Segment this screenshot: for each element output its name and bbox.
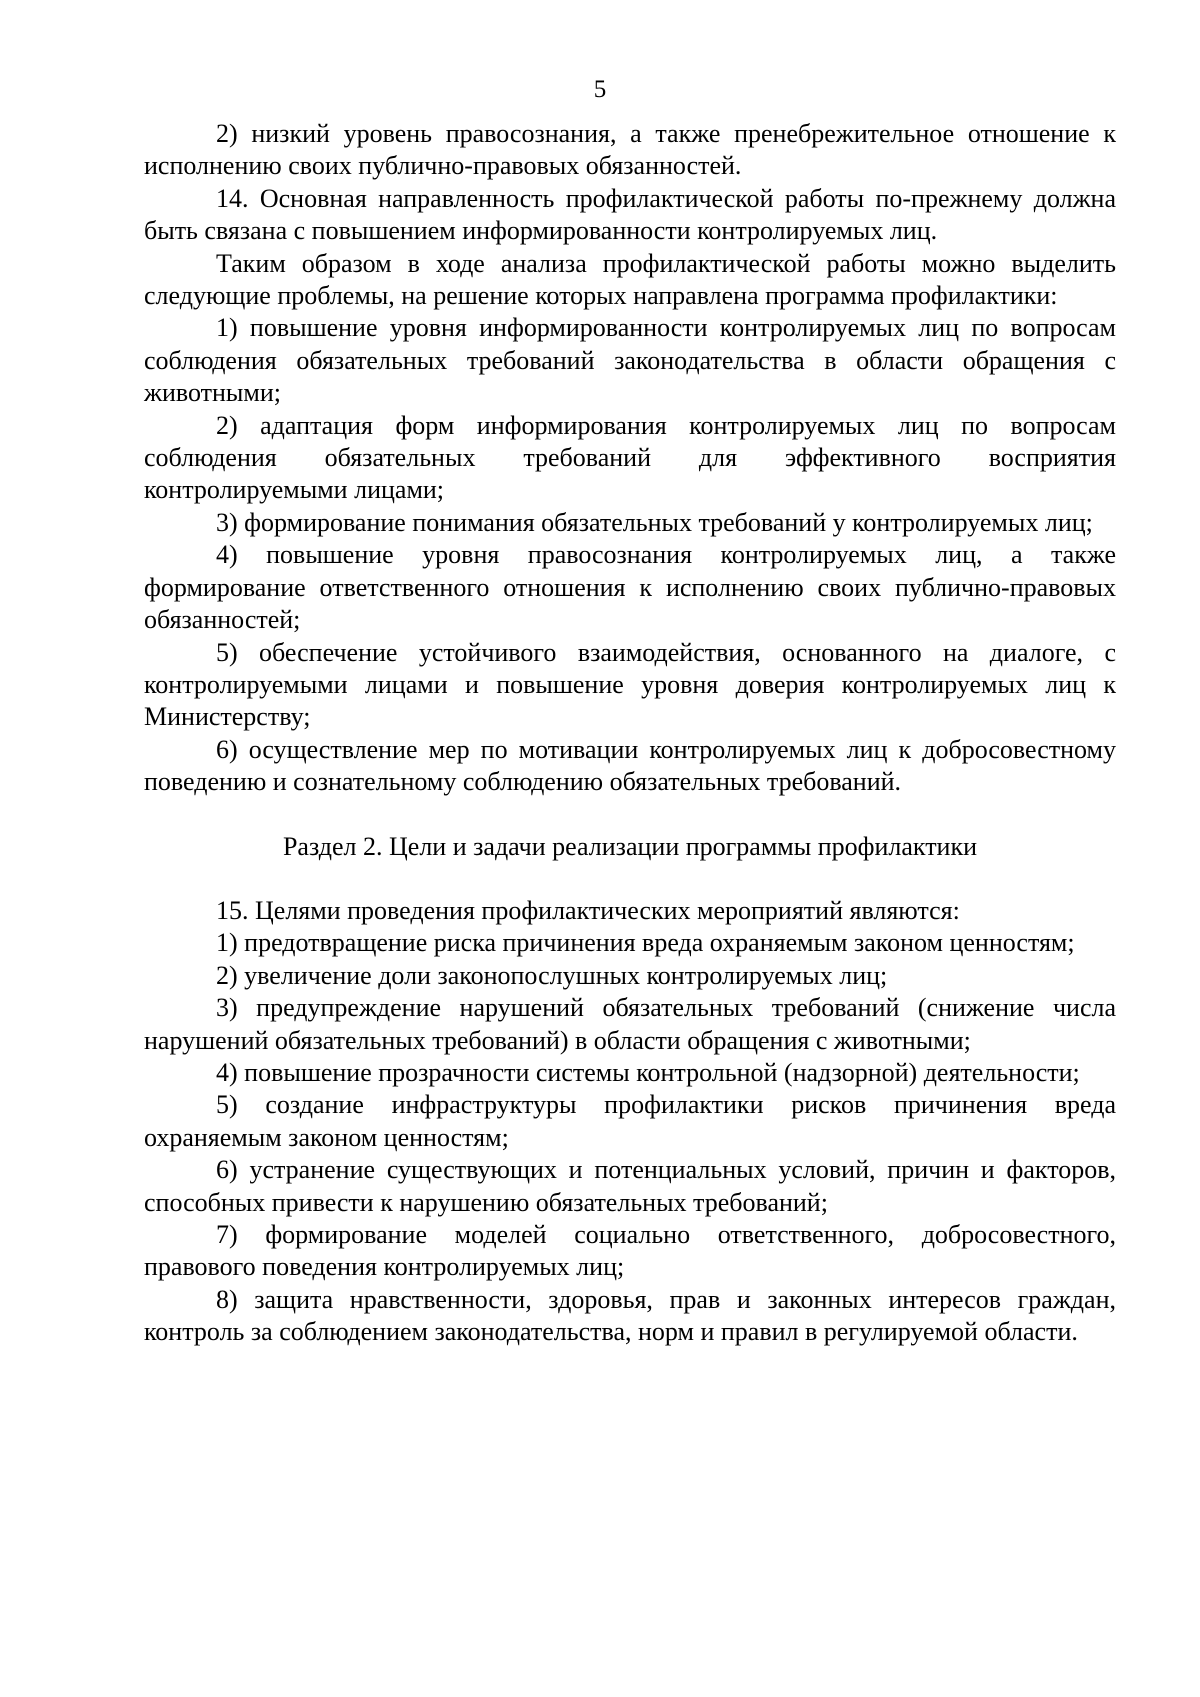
- page-number: 5: [593, 76, 607, 103]
- goal-item-6: 6) устранение существующих и потенциальных условий, причин и факторов, способных привести к нарушению обязательных требований;: [144, 1155, 1116, 1217]
- goal-item-2: 2) увеличение доли законопослушных контролируемых лиц;: [216, 960, 888, 990]
- goal-item-1: 1) предотвращение риска причинения вреда охраняемым законом ценностям;: [216, 928, 1075, 958]
- paragraph-problems-intro: Таким образом в ходе анализа профилактической работы можно выделить следующие проблемы, на решение которых направлена программа профилактики:: [144, 248, 1116, 311]
- problem-item-3: 3) формирование понимания обязательных требований у контролируемых лиц;: [216, 507, 1093, 537]
- paragraph-14-main-direction: 14. Основная направленность профилактической работы по-прежнему должна быть связана с повышением информированности контролируемых лиц.: [144, 183, 1116, 246]
- goal-item-8: 8) защита нравственности, здоровья, прав и законных интересов граждан, контроль за соблюдением законодательства, норм и правил в регулируемой области.: [144, 1284, 1116, 1347]
- problem-item-5: 5) обеспечение устойчивого взаимодействия, основанного на диалоге, с контролируемыми лицами и повышение уровня доверия контролируемых лиц к Министерству;: [144, 637, 1116, 732]
- goal-item-7: 7) формирование моделей социально ответственного, добросовестного, правового поведения контролируемых лиц;: [144, 1220, 1116, 1282]
- goal-item-5: 5) создание инфраструктуры профилактики рисков причинения вреда охраняемым законом ценностям;: [144, 1090, 1116, 1152]
- goal-item-4: 4) повышение прозрачности системы контрольной (надзорной) деятельности;: [216, 1057, 1080, 1087]
- problem-item-1: 1) повышение уровня информированности контролируемых лиц по вопросам соблюдения обязательных требований законодательства в области обращения с животными;: [144, 313, 1116, 408]
- document-body: [144, 118, 1116, 1349]
- problem-item-2: 2) адаптация форм информирования контролируемых лиц по вопросам соблюдения обязательных требований для эффективного восприятия контролируемыми лицами;: [144, 410, 1116, 505]
- problem-item-4: 4) повышение уровня правосознания контролируемых лиц, а также формирование ответственного отношения к исполнению своих публично-правовых обязанностей;: [144, 540, 1116, 635]
- goal-item-3: 3) предупреждение нарушений обязательных требований (снижение числа нарушений обязательных требований) в области обращения с животными;: [144, 993, 1116, 1055]
- problem-item-6: 6) осуществление мер по мотивации контролируемых лиц к добросовестному поведению и сознательному соблюдению обязательных требований.: [144, 734, 1116, 797]
- paragraph-item-2-low-legal-awareness: 2) низкий уровень правосознания, а также пренебрежительное отношение к исполнению своих публично-правовых обязанностей.: [144, 119, 1116, 181]
- paragraph-15-goals-intro: 15. Целями проведения профилактических мероприятий являются:: [216, 895, 960, 925]
- section-heading: Раздел 2. Цели и задачи реализации программы профилактики: [282, 831, 978, 861]
